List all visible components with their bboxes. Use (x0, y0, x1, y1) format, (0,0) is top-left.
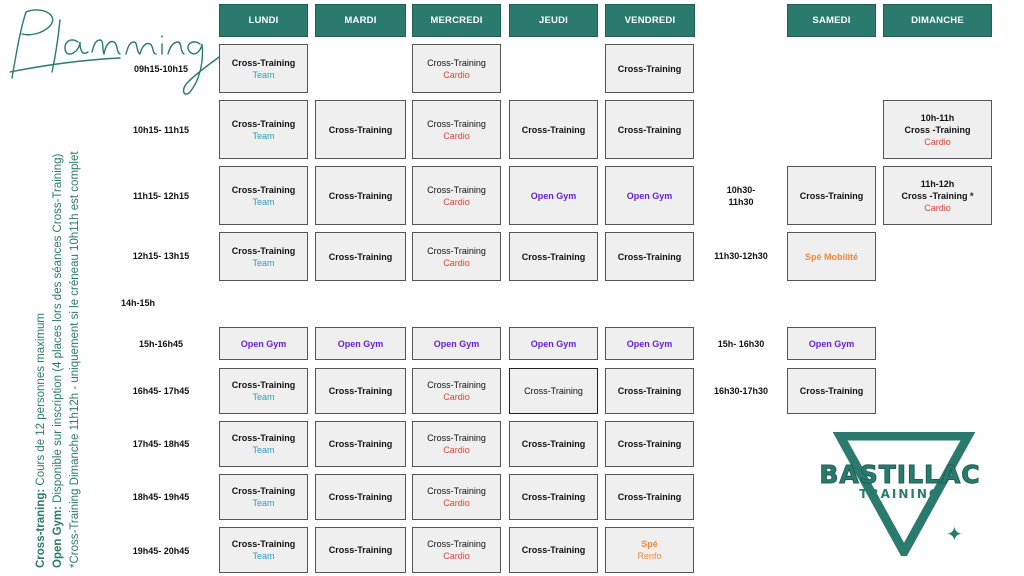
session-label: Cross-Training (328, 190, 393, 201)
session-cell[interactable] (219, 527, 308, 573)
session-label: Cross-Training (328, 492, 393, 502)
session-cell[interactable] (509, 327, 598, 360)
session-cell[interactable] (412, 327, 501, 360)
session-cell[interactable] (315, 232, 406, 281)
legend-line-open-gym (50, 88, 67, 568)
session-cell[interactable] (219, 232, 308, 281)
session-sub: Team (252, 445, 275, 455)
time-label-samedi (696, 184, 786, 208)
session-label: Cross-Training (617, 492, 682, 502)
session-label: Open Gym (337, 338, 384, 349)
header-jeudi: JEUDI (509, 4, 598, 37)
planning-title (0, 0, 230, 100)
session-sub: Cardio (924, 136, 951, 147)
session-sub: Cardio (443, 445, 470, 455)
session-cell[interactable] (509, 421, 598, 467)
sparkle-icon: ✦ (946, 524, 963, 546)
session-cell[interactable] (219, 166, 308, 225)
session-time: 10h-11h (920, 112, 955, 123)
session-cell[interactable] (412, 100, 501, 159)
session-cell[interactable] (605, 421, 694, 467)
session-cell[interactable] (315, 368, 406, 414)
session-cell[interactable] (315, 166, 406, 225)
session-sub: Cardio (924, 202, 951, 213)
session-label: Cross-Training (427, 57, 486, 68)
session-label: Cross-Training (427, 245, 486, 256)
session-cell[interactable] (605, 327, 694, 360)
session-cell[interactable] (315, 527, 406, 573)
session-label: Cross -Training * (901, 190, 974, 201)
session-label: Cross-Training (328, 124, 393, 135)
session-label: Cross-Training (427, 184, 486, 195)
session-sub: Team (252, 130, 275, 141)
session-cell[interactable] (509, 474, 598, 520)
session-cell[interactable] (605, 100, 694, 159)
session-label: Cross-Training (617, 251, 682, 262)
session-cell[interactable] (605, 232, 694, 281)
session-cell[interactable] (509, 527, 598, 573)
session-time: 11h-12h (920, 178, 955, 189)
legend-term: Cross-traning: (35, 488, 47, 568)
session-cell[interactable] (509, 100, 598, 159)
time-label: 15h-16h45 (138, 339, 184, 349)
session-cell[interactable] (605, 368, 694, 414)
time-label-samedi-line2: 11h30 (728, 197, 754, 207)
session-sub: Cardio (443, 196, 470, 207)
logo-name: BASTILLAC (819, 460, 981, 489)
legend-text: Disponible sur inscription (4 places lors des séances Cross-Training) (52, 153, 64, 507)
session-cell[interactable] (219, 44, 308, 93)
session-cell[interactable] (219, 368, 308, 414)
session-cell[interactable] (412, 166, 501, 225)
session-sub: Renfo (637, 551, 662, 561)
header-samedi: SAMEDI (787, 4, 876, 37)
session-label: Cross-Training (231, 433, 296, 443)
session-label: Spé (641, 539, 658, 549)
session-cell[interactable] (412, 232, 501, 281)
session-label: Cross-Training (231, 57, 296, 68)
header-vendredi: VENDREDI (605, 4, 695, 37)
session-cell[interactable] (412, 44, 501, 93)
session-label: Cross-Training (617, 386, 682, 396)
session-label: Open Gym (433, 338, 480, 349)
session-label: Cross-Training (328, 251, 393, 262)
session-label: Spé Mobilité (804, 251, 858, 262)
session-label: Cross-Training (328, 545, 393, 555)
time-label: 09h15-10h15 (133, 64, 189, 74)
session-cell[interactable] (219, 474, 308, 520)
session-label: Cross-Training (799, 386, 864, 396)
session-label: Cross-Training (231, 184, 296, 195)
session-cell[interactable] (605, 474, 694, 520)
session-cell[interactable] (883, 100, 992, 159)
session-sub: Cardio (443, 498, 470, 508)
session-label: Cross-Training (427, 380, 486, 390)
legend-text: Cours de 12 personnes maximum (35, 312, 47, 489)
session-cell[interactable] (509, 166, 598, 225)
session-label: Open Gym (240, 338, 287, 349)
session-sub: Team (252, 196, 275, 207)
legend-term: Open Gym: (52, 506, 64, 568)
session-sub: Team (252, 551, 275, 561)
session-label: Cross-Training (427, 118, 486, 129)
header-lundi: LUNDI (219, 4, 308, 37)
session-cell[interactable] (605, 166, 694, 225)
session-sub: Team (252, 69, 275, 80)
session-sub: Cardio (443, 257, 470, 268)
session-sub: Team (252, 392, 275, 402)
logo-sub: TRAINING (859, 487, 941, 501)
session-label: Cross-Training (617, 63, 682, 74)
session-cell[interactable] (787, 327, 876, 360)
session-label: Cross-Training (328, 439, 393, 449)
time-label-samedi: 16h30-17h30 (713, 386, 769, 396)
session-cell[interactable] (883, 166, 992, 225)
session-cell[interactable] (219, 100, 308, 159)
header-mardi: MARDI (315, 4, 406, 37)
session-label: Cross-Training (427, 486, 486, 496)
session-cell[interactable] (605, 527, 694, 573)
session-label: Cross-Training (524, 386, 583, 396)
time-label-samedi-line1: 10h30- (726, 185, 756, 195)
time-label-samedi: 15h- 16h30 (717, 339, 765, 349)
session-label: Cross-Training (231, 245, 296, 256)
session-label: Cross-Training (521, 124, 586, 135)
legend-line-cross-training (33, 88, 50, 568)
session-cell[interactable] (315, 474, 406, 520)
header-dimanche: DIMANCHE (883, 4, 992, 37)
bastillac-logo (806, 460, 994, 501)
session-label: Cross-Training (617, 124, 682, 135)
session-label: Cross-Training (521, 545, 586, 555)
session-label: Cross-Training (521, 251, 586, 262)
time-label: 10h15- 11h15 (132, 125, 190, 135)
time-label: 19h45- 20h45 (132, 546, 190, 556)
time-label: 11h15- 12h15 (132, 191, 190, 201)
session-sub: Cardio (443, 130, 470, 141)
session-label: Cross-Training (799, 190, 864, 201)
header-mercredi: MERCREDI (412, 4, 501, 37)
time-label: 16h45- 17h45 (132, 386, 190, 396)
session-cell[interactable] (219, 421, 308, 467)
session-sub: Cardio (443, 551, 470, 561)
session-cell[interactable] (787, 232, 876, 281)
session-cell[interactable] (412, 527, 501, 573)
session-label: Cross-Training (231, 118, 296, 129)
session-cell[interactable] (412, 421, 501, 467)
time-label: 18h45- 19h45 (132, 492, 190, 502)
session-label: Open Gym (530, 338, 577, 349)
session-label: Cross-Training (521, 439, 586, 449)
session-label: Cross-Training (617, 439, 682, 449)
session-label: Cross -Training (904, 124, 971, 135)
session-cell[interactable] (605, 44, 694, 93)
time-label-samedi: 11h30-12h30 (714, 251, 768, 261)
legend-line-note: *Cross-Training Dimanche 11h12h - uniquement si le créneau 10h11h est complet (69, 151, 81, 568)
session-label: Cross-Training (231, 486, 296, 496)
session-cell[interactable] (412, 474, 501, 520)
session-cell[interactable] (412, 368, 501, 414)
session-cell[interactable] (509, 368, 598, 414)
time-label: 12h15- 13h15 (132, 251, 190, 261)
session-cell[interactable] (787, 368, 876, 414)
session-sub: Team (252, 498, 275, 508)
time-label: 17h45- 18h45 (132, 439, 190, 449)
session-label: Cross-Training (328, 386, 393, 396)
time-label: 14h-15h (120, 298, 155, 308)
session-cell[interactable] (315, 100, 406, 159)
session-sub: Cardio (443, 69, 470, 80)
session-sub: Cardio (443, 392, 470, 402)
session-cell[interactable] (219, 327, 308, 360)
session-cell[interactable] (315, 421, 406, 467)
session-label: Open Gym (808, 338, 855, 349)
session-label: Cross-Training (521, 492, 586, 502)
session-label: Cross-Training (427, 433, 486, 443)
legend (33, 88, 84, 568)
session-label: Open Gym (530, 190, 577, 201)
session-cell[interactable] (787, 166, 876, 225)
session-sub: Team (252, 257, 275, 268)
session-label: Cross-Training (231, 539, 296, 549)
session-label: Open Gym (626, 338, 673, 349)
session-cell[interactable] (315, 327, 406, 360)
session-label: Cross-Training (427, 539, 486, 549)
session-label: Open Gym (626, 190, 673, 201)
session-label: Cross-Training (231, 380, 296, 390)
session-cell[interactable] (509, 232, 598, 281)
